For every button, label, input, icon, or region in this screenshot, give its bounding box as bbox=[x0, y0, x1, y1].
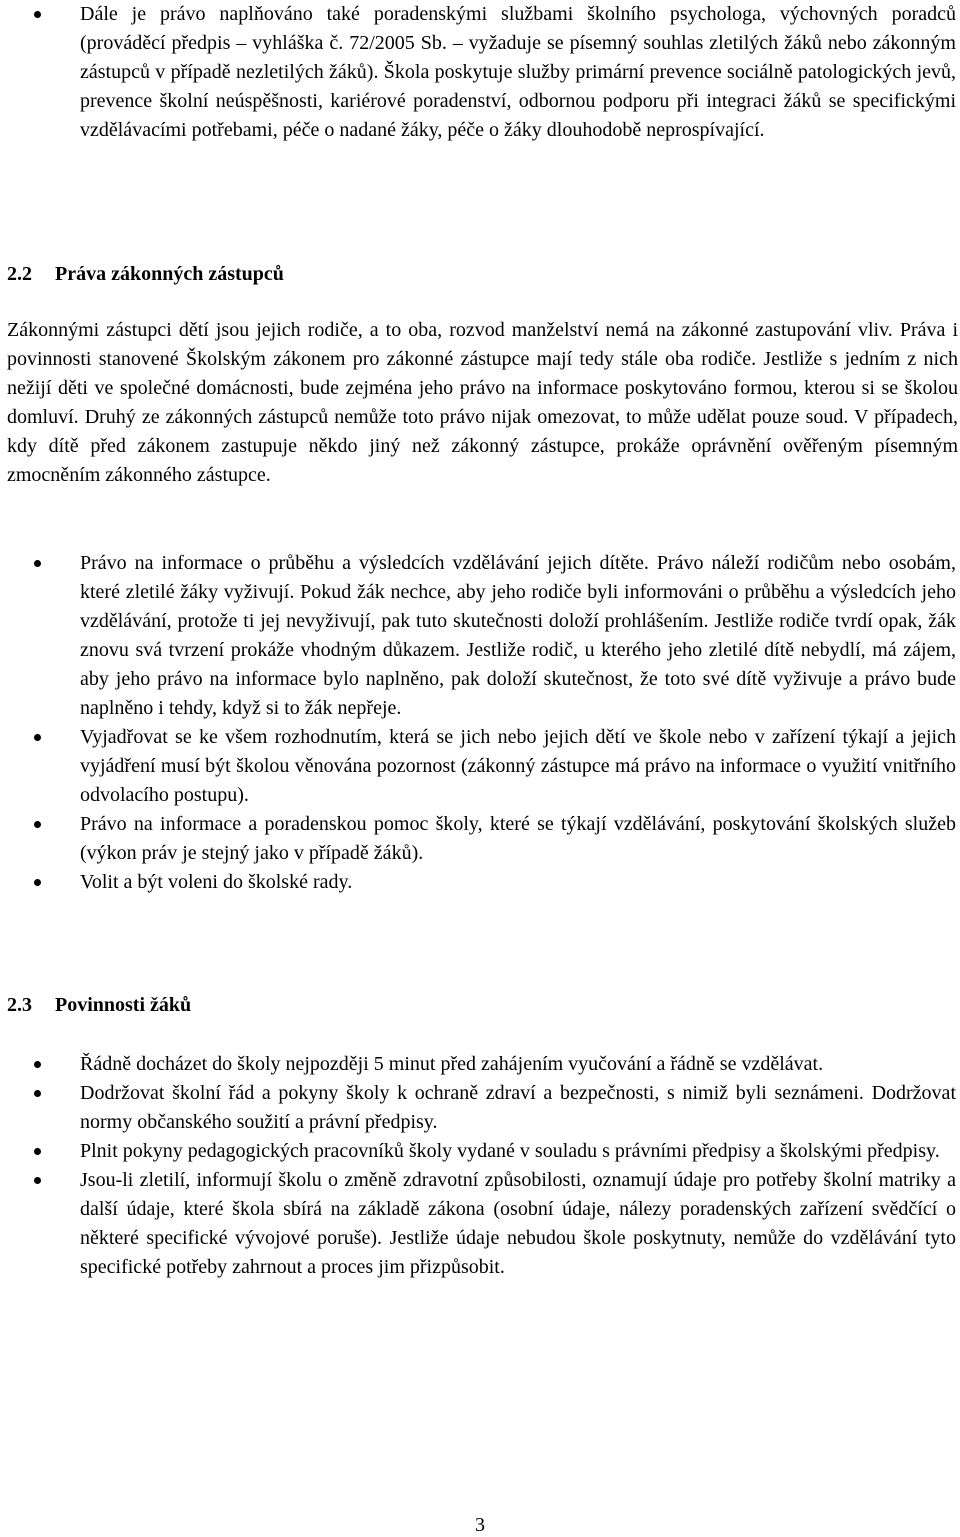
list-item bbox=[0, 0, 958, 145]
page-number: 3 bbox=[475, 1514, 485, 1536]
list-item bbox=[0, 1166, 958, 1282]
bullet-icon bbox=[34, 1177, 41, 1184]
list-item-text: Řádně docházet do školy nejpozději 5 minut před zahájením vyučování a řádně se vzdělávat. bbox=[80, 1053, 824, 1075]
list-item bbox=[0, 868, 958, 897]
section-number: 2.3 bbox=[7, 994, 32, 1016]
bullet-icon bbox=[34, 1148, 41, 1155]
intro-bullet-list bbox=[0, 0, 958, 145]
list-item-text: Jsou-li zletilí, informují školu o změně zdravotní způsobilosti, oznamují údaje pro potřeby školní matriky a další údaje, které škola sbírá na základě zákona (osobní údaje, nálezy poradenských zařízení svědčící o některé specifické vývojové poruše). Jestliže údaje nebudou škole poskytnuty, nemůže do vzdělávání tyto specifické potřeby zahrnout a proces jim přizpůsobit. bbox=[80, 1169, 956, 1278]
list-item-text: Plnit pokyny pedagogických pracovníků školy vydané v souladu s právními předpisy a školskými předpisy. bbox=[80, 1140, 940, 1162]
section-heading-2-2 bbox=[7, 260, 284, 288]
bullet-icon bbox=[34, 1061, 41, 1068]
section-title: Práva zákonných zástupců bbox=[55, 263, 284, 285]
list-item-text: Dodržovat školní řád a pokyny školy k ochraně zdraví a bezpečnosti, s nimiž byli seznámeni. Dodržovat normy občanského soužití a právní předpisy. bbox=[80, 1082, 956, 1133]
list-item-text: Právo na informace o průběhu a výsledcích vzdělávání jejich dítěte. Právo náleží rodičům nebo osobám, které zletilé žáky vyživují. Pokud žák nechce, aby jeho rodiče byli informováni o průběhu a výsledcích jeho vzdělávání, protože ti jej nevyživují, pak tuto skutečnosti doloží prohlášením. Jestliže rodiče tvrdí opak, žák znovu svá tvrzení prokáže vhodným důkazem. Jestliže rodič, u kterého jeho zletilé dítě nebydlí, má zájem, aby jeho právo na informace bylo naplněno, pak doloží skutečnost, že toto své dítě vyživuje a právo bude naplněno i tehdy, když si to žák nepřeje. bbox=[80, 552, 956, 719]
section-paragraph: Zákonnými zástupci dětí jsou jejich rodiče, a to oba, rozvod manželství nemá na zákonné zastupování vliv. Práva i povinnosti stanovené Školským zákonem pro zákonné zástupce mají tedy stále oba rodiče. Jestliže s jedním z nich nežijí děti ve společné domácnosti, bude zejména jeho právo na informace poskytováno formou, kterou si se školou domluví. Druhý ze zákonných zástupců nemůže toto právo nijak omezovat, to může udělat pouze soud. V případech, kdy dítě před zákonem zastupuje někdo jiný než zákonný zástupce, prokáže oprávnění ověřeným písemným zmocněním zákonného zástupce. bbox=[7, 319, 958, 486]
list-item bbox=[0, 1079, 958, 1137]
bullet-icon bbox=[34, 879, 41, 886]
bullet-icon bbox=[34, 560, 41, 567]
list-item bbox=[0, 549, 958, 723]
list-item-text: Právo na informace a poradenskou pomoc školy, které se týkají vzdělávání, poskytování školských služeb (výkon práv je stejný jako v případě žáků). bbox=[80, 813, 956, 864]
list-item bbox=[0, 810, 958, 868]
bullet-icon bbox=[34, 734, 41, 741]
list-item-text: Dále je právo naplňováno také poradenskými službami školního psychologa, výchovných poradců (prováděcí předpis – vyhláška č. 72/2005 Sb. – vyžaduje se písemný souhlas zletilých žáků nebo zákonným zástupců v případě nezletilých žáků). Škola poskytuje služby primární prevence sociálně patologických jevů, prevence školní neúspěšnosti, kariérové poradenství, odbornou podporu při integraci žáků se specifickými vzdělávacími potřebami, péče o nadané žáky, péče o žáky dlouhodobě neprospívající. bbox=[80, 3, 956, 141]
bullet-icon bbox=[34, 821, 41, 828]
list-item-text: Volit a být voleni do školské rady. bbox=[80, 871, 353, 893]
duties-bullet-list bbox=[0, 1050, 958, 1282]
section-number: 2.2 bbox=[7, 263, 32, 285]
rights-bullet-list bbox=[0, 549, 958, 897]
list-item bbox=[0, 1137, 958, 1166]
bullet-icon bbox=[34, 1090, 41, 1097]
list-item-text: Vyjadřovat se ke všem rozhodnutím, která se jich nebo jejich dětí ve škole nebo v zařízení týkají a jejich vyjádření musí být školou věnována pozornost (zákonný zástupce má právo na informace o využití vnitřního odvolacího postupu). bbox=[80, 726, 956, 806]
bullet-icon bbox=[34, 11, 41, 18]
list-item bbox=[0, 1050, 958, 1079]
section-heading-2-3 bbox=[7, 991, 191, 1019]
section-title: Povinnosti žáků bbox=[55, 994, 192, 1016]
list-item bbox=[0, 723, 958, 810]
